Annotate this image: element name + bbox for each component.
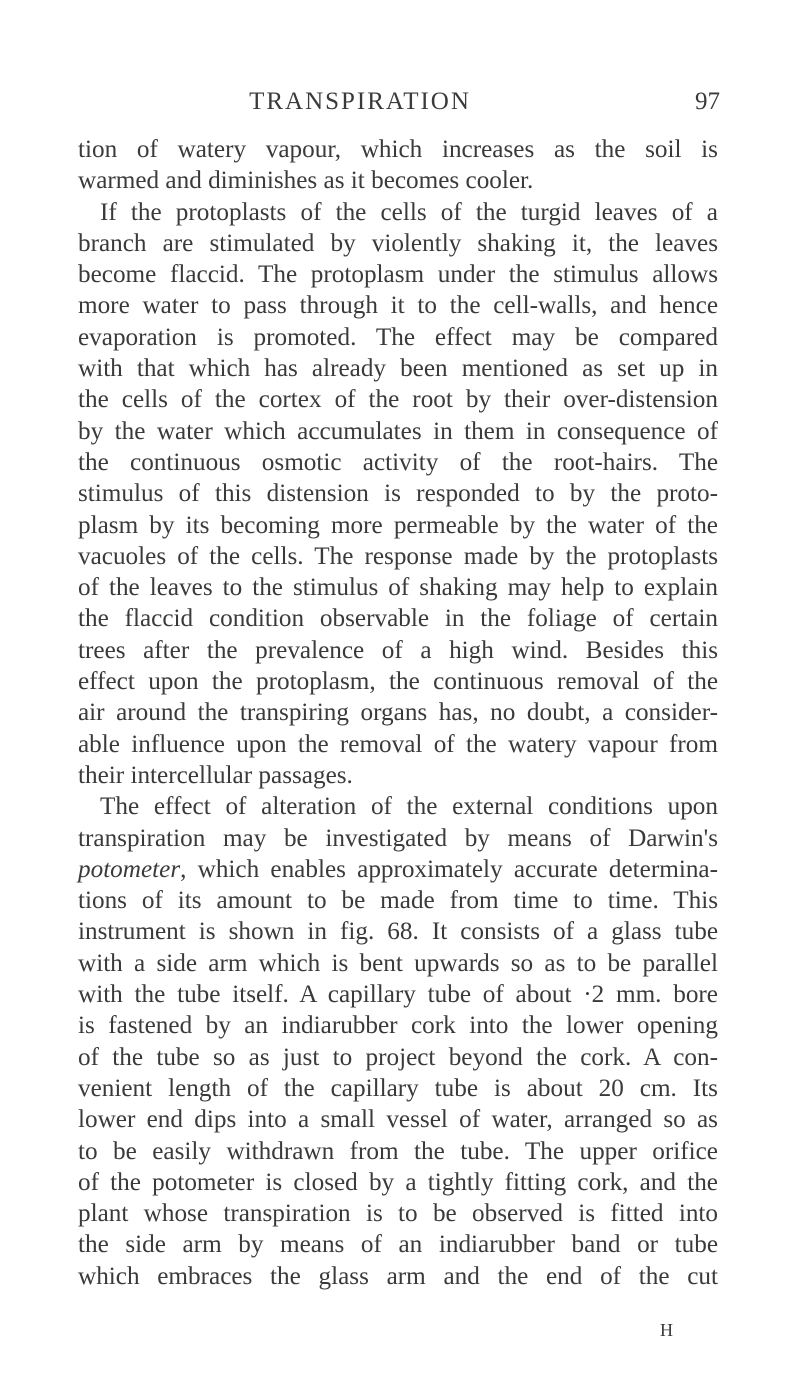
- text-line: stimulus of this distension is responded to by the proto-: [78, 480, 718, 508]
- text-line: trees after the prevalence of a high wind. Besides this: [78, 636, 718, 664]
- text-line: vacuoles of the cells. The response made by the protoplasts: [78, 542, 718, 570]
- text-line: the side arm by means of an indiarubber band or tube: [78, 1231, 718, 1259]
- page-header: [0, 88, 800, 124]
- page-number: 97: [695, 88, 720, 115]
- text-line: plasm by its becoming more permeable by the water of the: [78, 511, 718, 539]
- text-line: evaporation is promoted. The effect may be compared: [78, 323, 718, 351]
- signature-mark: H: [660, 1320, 673, 1340]
- text-fragment: , which enables approximately accurate determina-: [180, 855, 718, 883]
- running-title: TRANSPIRATION: [249, 88, 471, 115]
- text-line: of the leaves to the stimulus of shaking may help to explain: [78, 574, 718, 602]
- text-line: the continuous osmotic activity of the root-hairs. The: [78, 448, 718, 476]
- text-line: the flaccid condition observable in the foliage of certain: [78, 605, 718, 633]
- text-line: which embraces the glass arm and the end of the cut: [78, 1262, 718, 1290]
- text-line: [78, 854, 718, 885]
- text-line: plant whose transpiration is to be observed is fitted into: [78, 1200, 718, 1228]
- text-line: by the water which accumulates in them in consequence of: [78, 417, 718, 445]
- text-line: of the tube so as just to project beyond the cork. A con-: [78, 1043, 718, 1071]
- text-line: the cells of the cortex of the root by their over-distension: [78, 386, 718, 414]
- text-line: become flaccid. The protoplasm under the stimulus allows: [78, 261, 718, 289]
- text-line: instrument is shown in fig. 68. It consists of a glass tube: [78, 918, 718, 946]
- text-line: is fastened by an indiarubber cork into the lower opening: [78, 1012, 718, 1040]
- text-line: If the protoplasts of the cells of the turgid leaves of a: [100, 198, 718, 226]
- text-line: with that which has already been mentioned as set up in: [78, 355, 718, 383]
- potometer-term: potometer: [78, 855, 181, 883]
- text-line: of the potometer is closed by a tightly fitting cork, and the: [78, 1168, 718, 1196]
- text-line: to be easily withdrawn from the tube. The upper orifice: [78, 1137, 718, 1165]
- text-line: able influence upon the removal of the watery vapour from: [78, 730, 718, 758]
- text-line: The effect of alteration of the external conditions upon: [100, 793, 718, 821]
- text-line: warmed and diminishes as it becomes cooler.: [78, 167, 534, 195]
- text-line: branch are stimulated by violently shaking it, the leaves: [78, 229, 718, 257]
- text-line: lower end dips into a small vessel of water, arranged so as: [78, 1106, 718, 1134]
- text-line: transpiration may be investigated by means of Darwin's: [78, 824, 718, 852]
- text-line: venient length of the capillary tube is about 20 cm. Its: [78, 1074, 718, 1102]
- body-text: [78, 134, 718, 1292]
- text-line: air around the transpiring organs has, no doubt, a consider-: [78, 699, 718, 727]
- text-line: effect upon the protoplasm, the continuous removal of the: [78, 668, 718, 696]
- text-line: with a side arm which is bent upwards so as to be parallel: [78, 949, 718, 977]
- text-line: more water to pass through it to the cell-walls, and hence: [78, 292, 718, 320]
- text-line: with the tube itself. A capillary tube of about ·2 mm. bore: [78, 981, 718, 1009]
- text-line: tions of its amount to be made from time to time. This: [78, 887, 718, 915]
- text-line: their intercellular passages.: [78, 761, 353, 789]
- text-line: tion of watery vapour, which increases as the soil is: [78, 136, 718, 163]
